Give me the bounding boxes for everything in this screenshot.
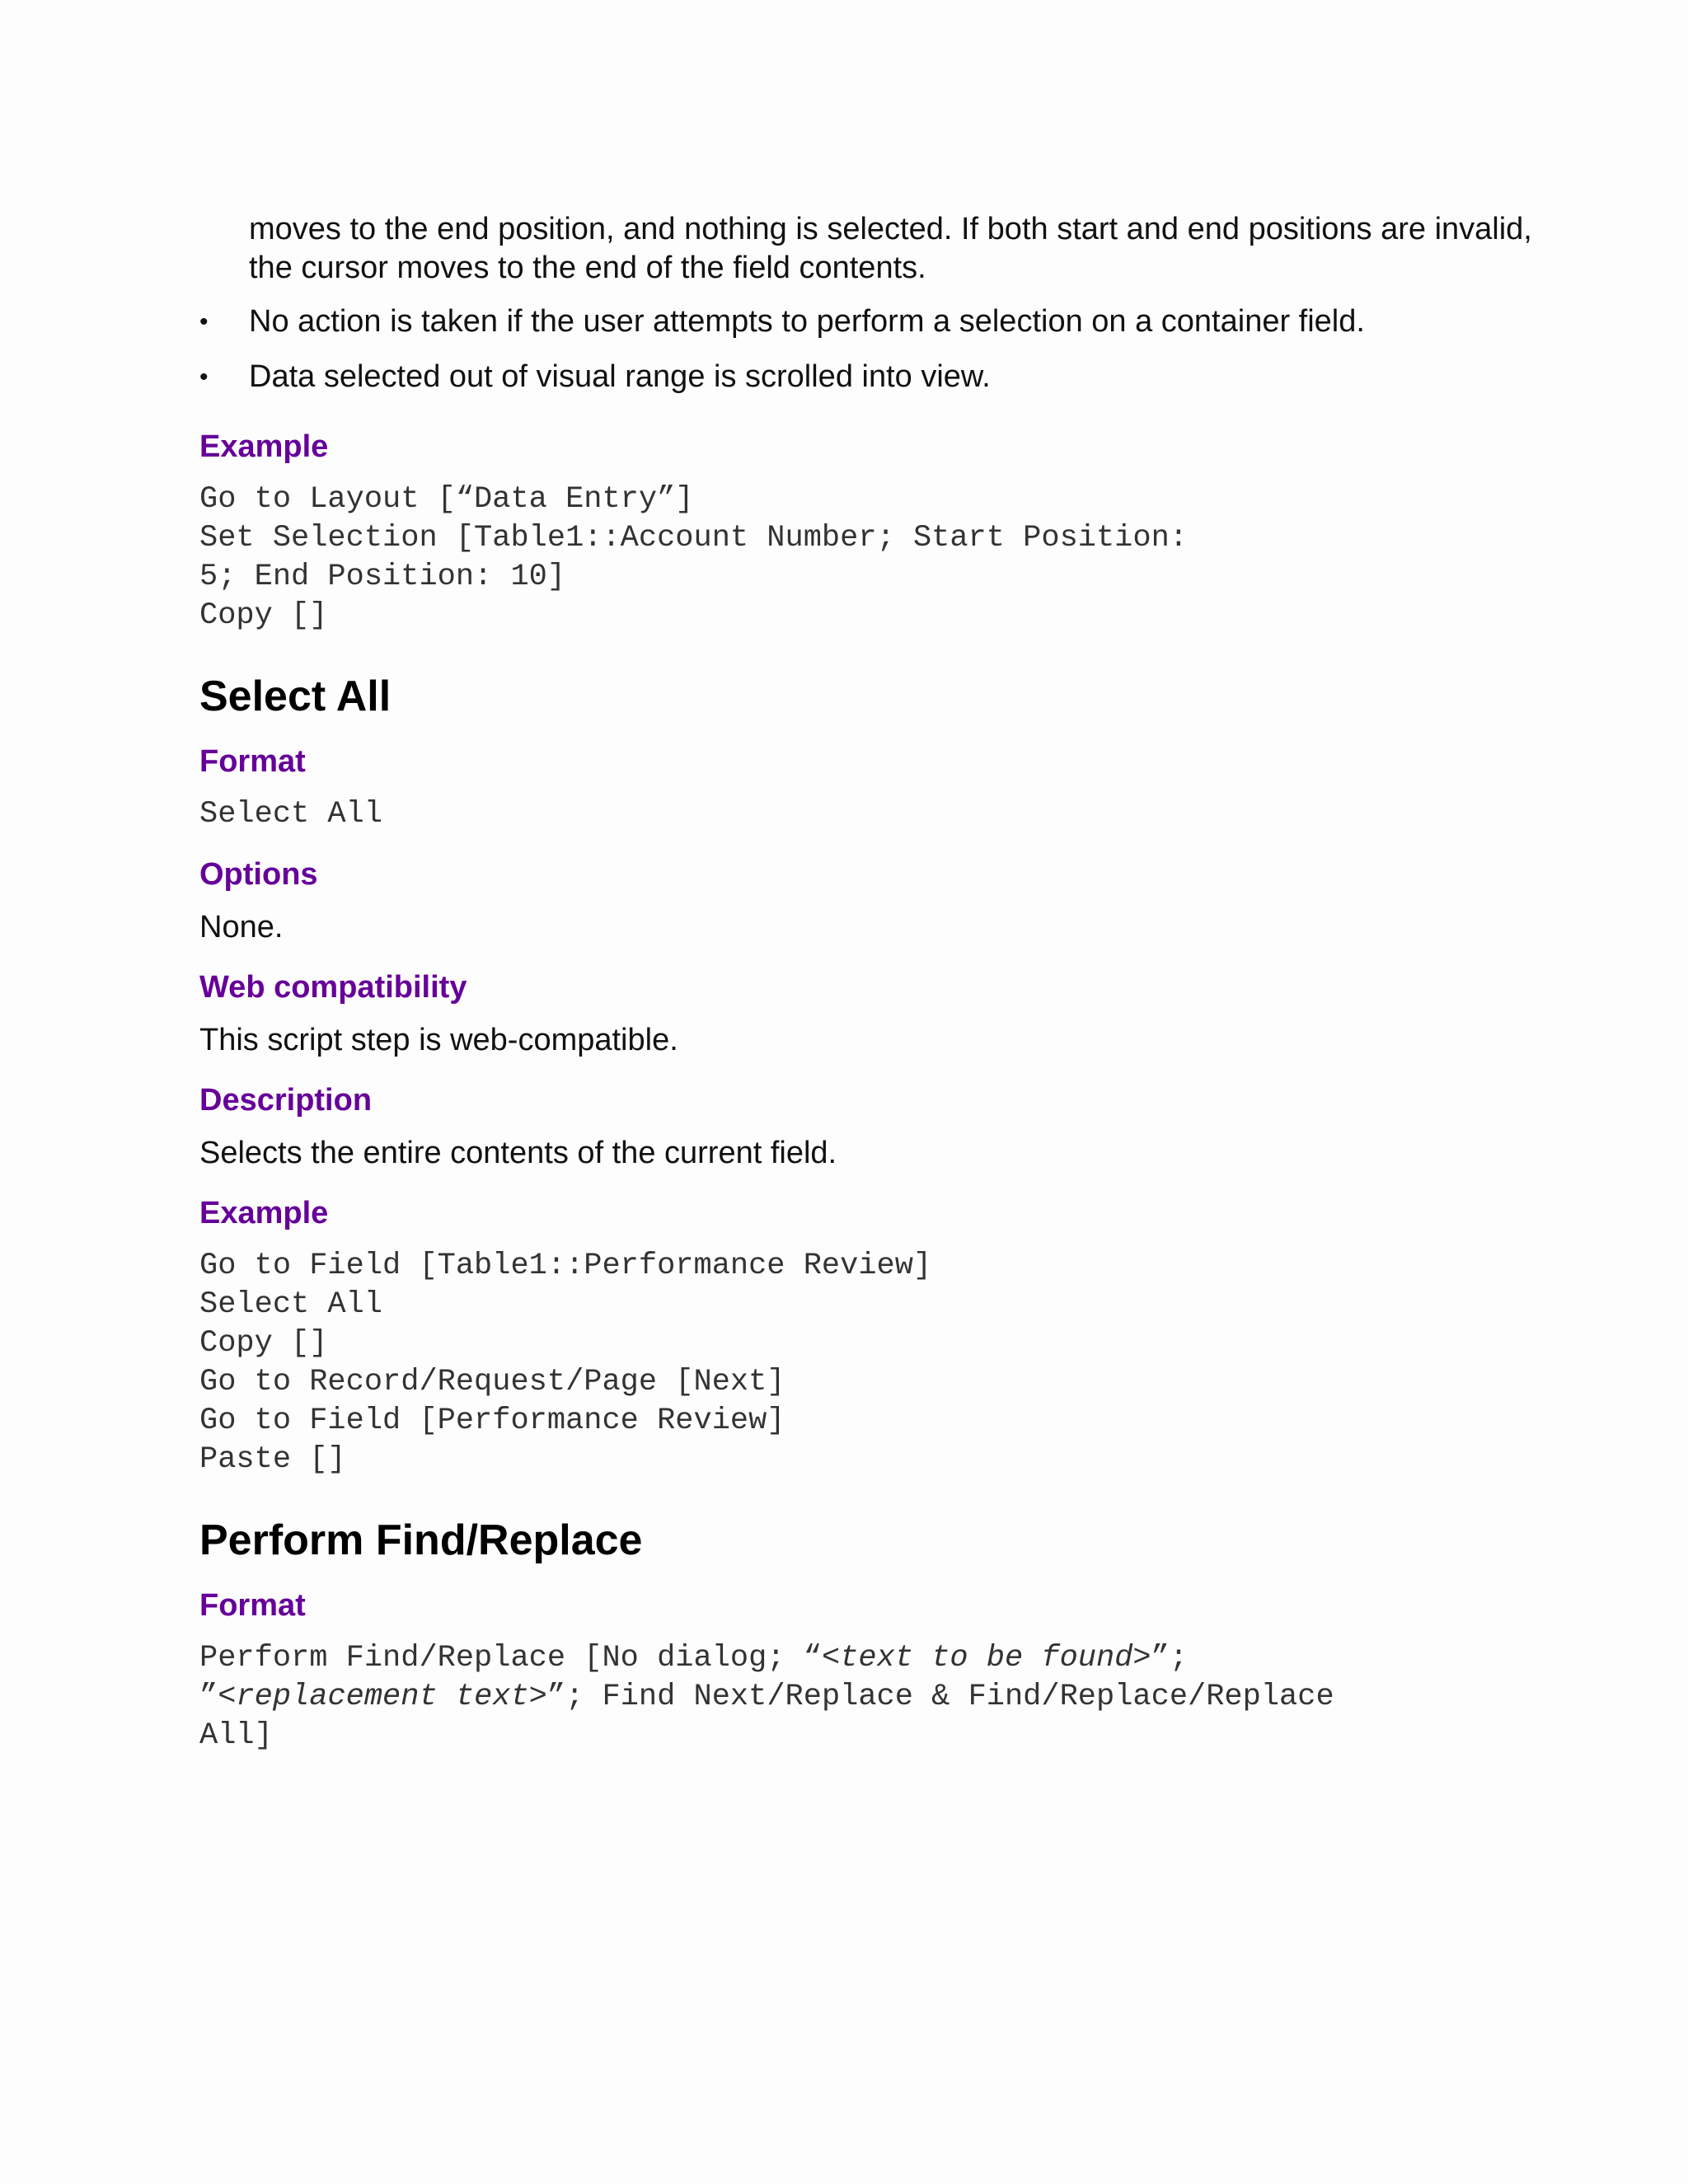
code-line: ”<replacement text>”; Find Next/Replace & Find/Replace/Replace <box>199 1680 1334 1714</box>
bullet-text: Data selected out of visual range is scrolled into view. <box>249 359 991 394</box>
section-title-select-all: Select All <box>199 673 392 720</box>
format-code: Select All <box>199 797 383 832</box>
code-placeholder: <text to be found> <box>821 1641 1151 1675</box>
code-line: Go to Record/Request/Page [Next] <box>199 1365 785 1399</box>
example-code-block <box>199 1247 1535 1479</box>
code-line: Select All <box>199 1287 383 1322</box>
code-line: Go to Layout [“Data Entry”] <box>199 482 694 517</box>
code-line: Paste [] <box>199 1442 346 1477</box>
format-heading: Format <box>199 1588 306 1623</box>
page-content <box>199 210 1535 1755</box>
example-code-block <box>199 480 1535 635</box>
bullet-icon: • <box>199 363 209 391</box>
list-item <box>199 358 1535 396</box>
continuation-paragraph: moves to the end position, and nothing is selected. If both start and end positions are invalid, the cursor moves to the end of the field contents. <box>249 212 1532 285</box>
options-text: None. <box>199 910 284 944</box>
format-heading: Format <box>199 744 306 779</box>
web-compatibility-text: This script step is web-compatible. <box>199 1023 678 1057</box>
code-placeholder: <replacement text> <box>218 1680 547 1714</box>
example-heading: Example <box>199 1196 329 1230</box>
list-item <box>199 302 1535 341</box>
example-heading: Example <box>199 429 329 464</box>
web-compatibility-heading: Web compatibility <box>199 970 467 1005</box>
code-line: All] <box>199 1718 273 1753</box>
bullet-list <box>199 302 1535 396</box>
options-heading: Options <box>199 857 318 892</box>
description-heading: Description <box>199 1083 373 1118</box>
code-line: 5; End Position: 10] <box>199 560 566 594</box>
code-line: Copy [] <box>199 598 328 633</box>
code-line: Go to Field [Performance Review] <box>199 1404 785 1438</box>
section-title-perform-find-replace: Perform Find/Replace <box>199 1516 643 1564</box>
format-code-block <box>199 1639 1535 1755</box>
description-text: Selects the entire contents of the current field. <box>199 1136 837 1170</box>
code-line: Copy [] <box>199 1326 328 1361</box>
code-line: Perform Find/Replace [No dialog; “<text to be found>”; <box>199 1641 1189 1675</box>
code-line: Go to Field [Table1::Performance Review] <box>199 1249 932 1283</box>
code-line: Set Selection [Table1::Account Number; Start Position: <box>199 521 1188 555</box>
bullet-text: No action is taken if the user attempts to perform a selection on a container field. <box>249 304 1365 339</box>
bullet-icon: • <box>199 308 209 335</box>
